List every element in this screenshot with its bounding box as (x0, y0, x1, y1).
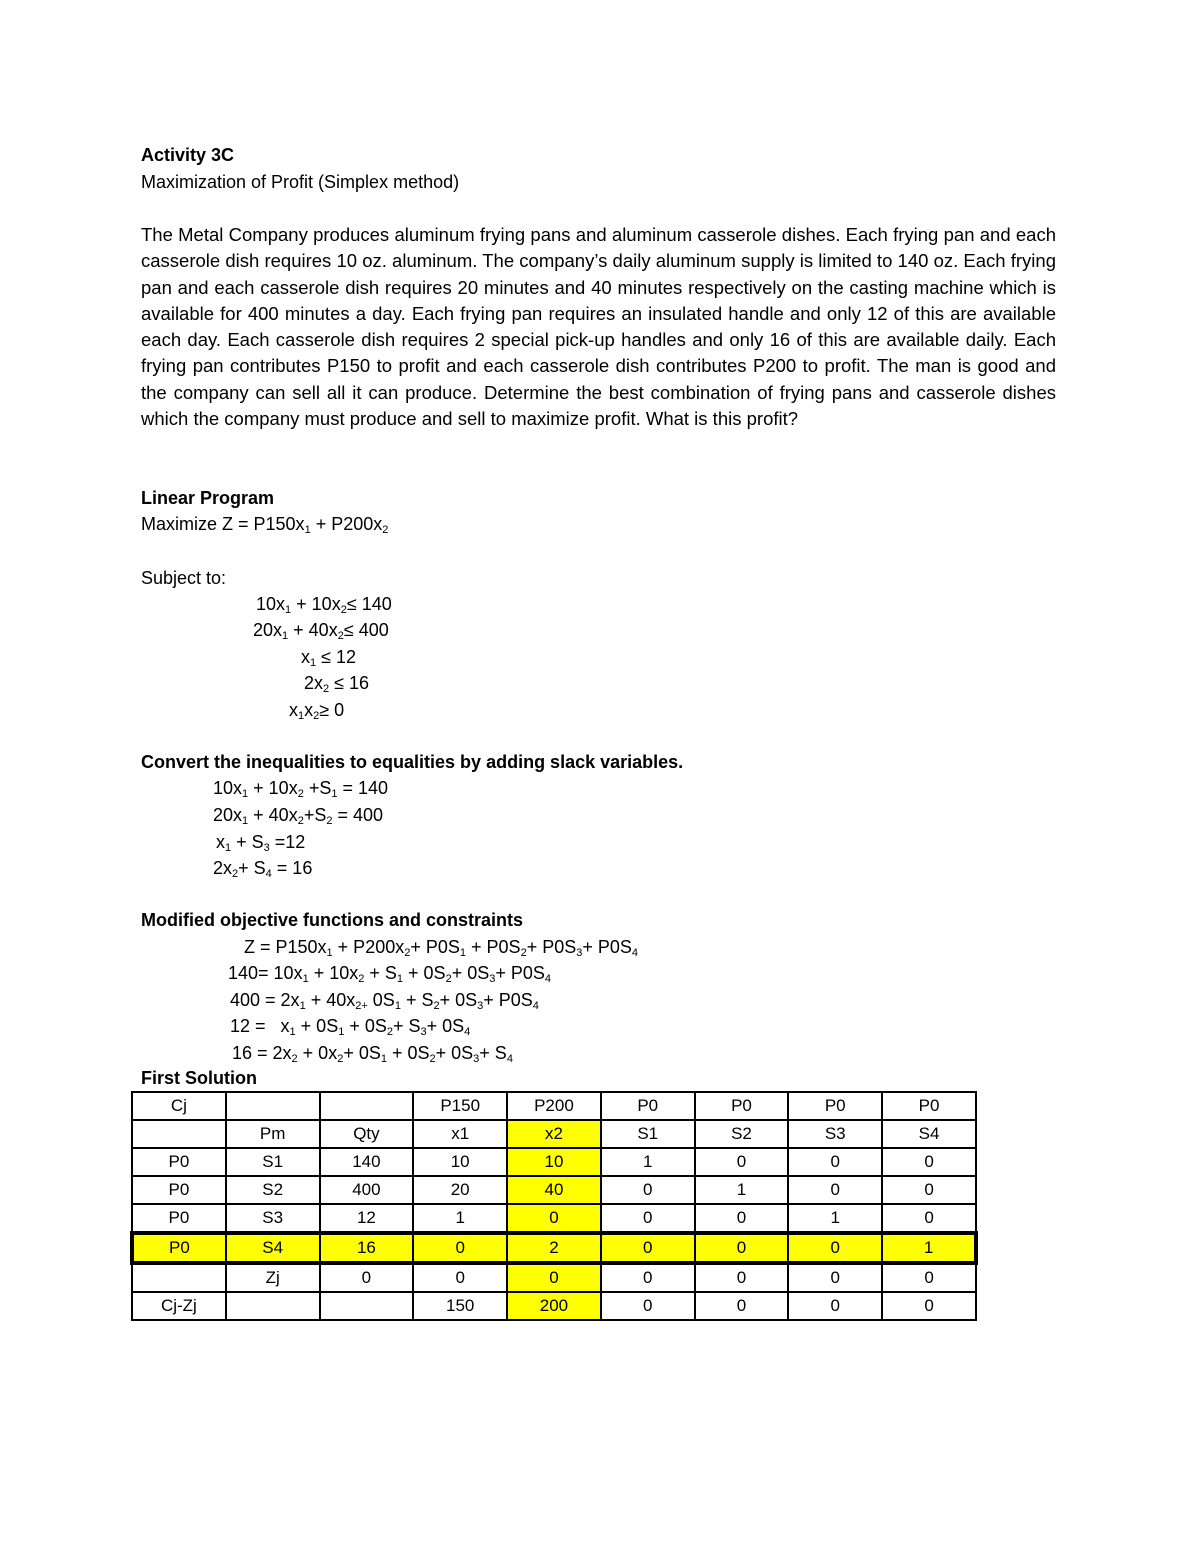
table-cell (226, 1292, 320, 1320)
table-cell: 0 (695, 1263, 789, 1292)
linear-program-heading: Linear Program (141, 488, 275, 508)
pivot-row (132, 1233, 976, 1263)
table-cell: 0 (788, 1148, 882, 1176)
table-cell: P0 (788, 1092, 882, 1120)
table-row (132, 1148, 976, 1176)
table-cell: 0 (601, 1292, 695, 1320)
table-row (132, 1120, 976, 1148)
table-cell: 0 (695, 1148, 789, 1176)
table-cell: 0 (882, 1176, 976, 1204)
table-cell: 0 (601, 1204, 695, 1233)
table-cell: S2 (695, 1120, 789, 1148)
modified-constraint-3: $12 = x_1 + 0S_1 + 0S_2+ S_3+ 0S_4$ (230, 1016, 471, 1038)
first-solution-table (130, 1091, 978, 1321)
first-solution-heading: First Solution (141, 1068, 257, 1088)
table-cell: 1 (695, 1176, 789, 1204)
table-cell: x1 (413, 1120, 507, 1148)
table-cell: 0 (882, 1263, 976, 1292)
slack-equation-1: $10x_1 + 10x_2 +S_1 = 140$ (213, 778, 389, 800)
table-cell: 0 (695, 1292, 789, 1320)
table-cell: S2 (226, 1176, 320, 1204)
pivot-column-cell: 40 (507, 1176, 601, 1204)
table-cell: 0 (788, 1176, 882, 1204)
table-row (132, 1092, 976, 1120)
table-cell: 400 (320, 1176, 414, 1204)
modified-constraint-1: $140= 10x_1 + 10x_2 + S_1 + 0S_2+ 0S_3+ P0S_4$ (228, 963, 552, 985)
table-cell: 0 (788, 1233, 882, 1263)
table-cell: 1 (788, 1204, 882, 1233)
table-cell: 0 (601, 1263, 695, 1292)
table-row (132, 1204, 976, 1233)
constraint-nonnegativity: $x_1x_2\ge 0$ (289, 700, 345, 722)
table-cell (320, 1292, 414, 1320)
pivot-element: 2 (507, 1233, 601, 1263)
table-cell: P0 (695, 1092, 789, 1120)
problem-statement: The Metal Company produces aluminum frying pans and aluminum casserole dishes. Each frying pan and each casserole dish requires 10 oz. aluminum. The company’s daily aluminum supply is limited to 140 oz. Each frying pan and each casserole dish requires 20 minutes and 40 minutes respectively on the casting machine which is available for 400 minutes a day. Each frying pan requires an insulated handle and only 12 of this are available each day. Each casserole dish requires 2 special pick-up handles and only 16 of this are available daily. Each frying pan contributes P150 to profit and each casserole dish contributes P200 to profit. The man is good and the company can sell all it can produce. Determine the best combination of frying pans and casserole dishes which the company must produce and sell to maximize profit. What is this profit? (141, 224, 1056, 430)
pivot-column-cell: 200 (507, 1292, 601, 1320)
slack-equation-3: $x_1 + S_3 =12$ (216, 832, 306, 854)
table-cell: P150 (413, 1092, 507, 1120)
slack-equation-2: $20x_1 + 40x_2+S_2 = 400$ (213, 805, 384, 827)
table-cell: S3 (226, 1204, 320, 1233)
modified-constraint-4: $16 = 2x_2 + 0x_2+ 0S_1 + 0S_2+ 0S_3+ S_4$ (232, 1043, 513, 1065)
table-cell: S1 (226, 1148, 320, 1176)
table-cell: P0 (601, 1092, 695, 1120)
modified-heading: Modified objective functions and constraints (141, 910, 524, 930)
pivot-column-cell: 0 (507, 1263, 601, 1292)
table-cell: 10 (413, 1148, 507, 1176)
table-cell: S4 (882, 1120, 976, 1148)
table-cell: 0 (788, 1263, 882, 1292)
table-cell: 0 (882, 1292, 976, 1320)
table-row (132, 1176, 976, 1204)
table-cell: 16 (320, 1233, 414, 1263)
table-cell: Zj (226, 1263, 320, 1292)
constraint-insulated-handle: $x_1 \le 12$ (301, 647, 357, 669)
table-cell: P0 (882, 1092, 976, 1120)
table-cell: P200 (507, 1092, 601, 1120)
activity-title: Activity 3C (141, 145, 235, 165)
table-cell: 150 (413, 1292, 507, 1320)
table-cell: 0 (601, 1233, 695, 1263)
modified-objective: $Z = P150x_1 + P200x_2+ P0S_1 + P0S_2+ P0S_3+ P0S_4$ (244, 937, 639, 959)
pivot-column-cell: x2 (507, 1120, 601, 1148)
table-cell: 20 (413, 1176, 507, 1204)
slack-equation-4: $2x_2+ S_4 = 16$ (213, 858, 313, 880)
table-cell: 0 (882, 1148, 976, 1176)
pivot-column-cell: 10 (507, 1148, 601, 1176)
table-cell: Cj (132, 1092, 226, 1120)
table-cell: 0 (882, 1204, 976, 1233)
table-cell: 0 (413, 1263, 507, 1292)
table-cell: P0 (132, 1233, 226, 1263)
slack-heading: Convert the inequalities to equalities by adding slack variables. (141, 752, 684, 772)
table-cell: Pm (226, 1120, 320, 1148)
table-cell: 12 (320, 1204, 414, 1233)
table-cell: 1 (413, 1204, 507, 1233)
activity-subtitle: Maximization of Profit (Simplex method) (141, 172, 460, 192)
table-cell: 0 (788, 1292, 882, 1320)
table-row (132, 1292, 976, 1320)
modified-constraint-2: $400 = 2x_1 + 40x_{2+}$ $0S_1 + S_2+ 0S_3+ P0S_4$ (230, 990, 539, 1012)
table-cell (132, 1120, 226, 1148)
objective-function: Maximize $Z = P150x_1 + P200x_2$ (141, 514, 389, 536)
constraint-pickup-handle: $2x_2 \le 16$ (304, 673, 370, 695)
table-cell: 140 (320, 1148, 414, 1176)
table-cell: 0 (601, 1176, 695, 1204)
table-cell: S1 (601, 1120, 695, 1148)
subject-to-label: Subject to: (141, 568, 227, 588)
table-cell: S3 (788, 1120, 882, 1148)
table-cell: 0 (695, 1204, 789, 1233)
constraint-machine: $20x_1 + 40x_2\le 400$ (253, 620, 389, 642)
table-row (132, 1263, 976, 1292)
table-cell: 0 (320, 1263, 414, 1292)
table-cell: 1 (882, 1233, 976, 1263)
pivot-column-cell: 0 (507, 1204, 601, 1233)
table-cell: P0 (132, 1148, 226, 1176)
table-cell: P0 (132, 1204, 226, 1233)
table-cell (320, 1092, 414, 1120)
table-cell: P0 (132, 1176, 226, 1204)
table-cell: S4 (226, 1233, 320, 1263)
table-cell: Qty (320, 1120, 414, 1148)
table-cell (132, 1263, 226, 1292)
table-cell: 0 (413, 1233, 507, 1263)
table-cell (226, 1092, 320, 1120)
table-cell: 0 (695, 1233, 789, 1263)
table-cell: 1 (601, 1148, 695, 1176)
table-cell: Cj-Zj (132, 1292, 226, 1320)
constraint-aluminum: $10x_1 + 10x_2\le 140$ (256, 594, 392, 616)
